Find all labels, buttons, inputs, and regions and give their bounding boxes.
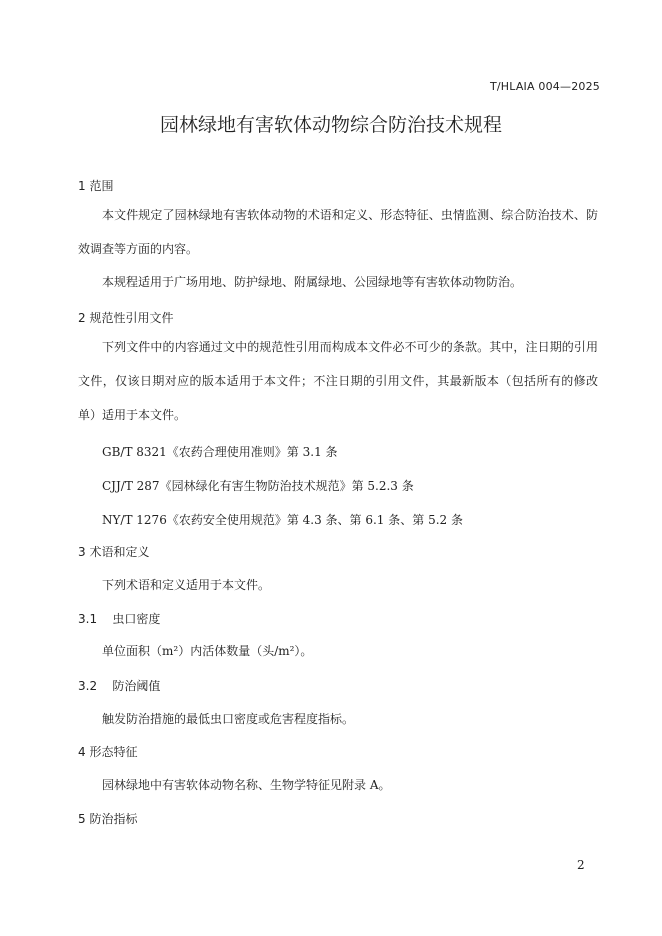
section-3-paragraph-1: 下列术语和定义适用于本文件。 bbox=[102, 578, 271, 592]
reference-gb-t-8321: GB/T 8321《农药合理使用准则》第 3.1 条 bbox=[102, 445, 338, 459]
section-2-heading: 2 规范性引用文件 bbox=[78, 311, 174, 325]
reference-ny-t-1276: NY/T 1276《农药安全使用规范》第 4.3 条、第 6.1 条、第 5.2 条 bbox=[102, 513, 463, 527]
section-5-heading: 5 防治指标 bbox=[78, 812, 138, 826]
section-4-paragraph-1: 园林绿地中有害软体动物名称、生物学特征见附录 A。 bbox=[102, 778, 391, 792]
section-2-paragraph-1: 下列文件中的内容通过文中的规范性引用而构成本文件必不可少的条款。其中，注日期的引用文件，仅该日期对应的版本适用于本文件；不注日期的引用文件，其最新版本（包括所有的修改单）适用于本文件。 bbox=[78, 340, 598, 422]
section-3-heading: 3 术语和定义 bbox=[78, 545, 150, 559]
reference-cjj-t-287: CJJ/T 287《园林绿化有害生物防治技术规范》第 5.2.3 条 bbox=[102, 479, 414, 493]
section-1-paragraph-1: 本文件规定了园林绿地有害软体动物的术语和定义、形态特征、虫情监测、综合防治技术、防效调查等方面的内容。 bbox=[78, 208, 598, 256]
term-3-2-definition: 触发防治措施的最低虫口密度或危害程度指标。 bbox=[102, 712, 355, 726]
term-3-1-heading: 3.1 虫口密度 bbox=[78, 612, 161, 626]
standard-code: T/HLAIA 004—2025 bbox=[489, 80, 600, 93]
term-3-2-heading: 3.2 防治阈值 bbox=[78, 679, 161, 693]
page-number: 2 bbox=[577, 858, 585, 872]
document-title: 园林绿地有害软体动物综合防治技术规程 bbox=[159, 114, 502, 136]
section-4-heading: 4 形态特征 bbox=[78, 745, 138, 759]
term-3-1-definition: 单位面积（m²）内活体数量（头/m²）。 bbox=[102, 644, 313, 658]
section-1-heading: 1 范围 bbox=[78, 179, 114, 193]
section-1-paragraph-2: 本规程适用于广场用地、防护绿地、附属绿地、公园绿地等有害软体动物防治。 bbox=[102, 275, 523, 289]
